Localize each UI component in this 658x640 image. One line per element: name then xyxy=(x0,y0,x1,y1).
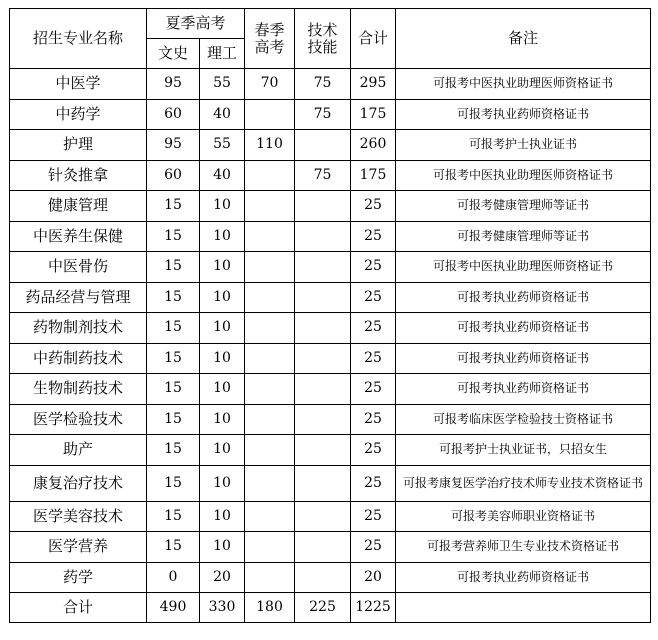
major-name: 医学美容技术 xyxy=(10,501,147,532)
skill-count xyxy=(295,191,351,222)
skill-count: 75 xyxy=(295,160,351,191)
major-name: 医学检验技术 xyxy=(10,404,147,435)
total-count: 25 xyxy=(351,404,396,435)
note: 可报考健康管理师等证书 xyxy=(396,191,651,222)
note: 可报考临床医学检验技士资格证书 xyxy=(396,404,651,435)
arts-count: 15 xyxy=(147,343,200,374)
arts-count: 15 xyxy=(147,532,200,563)
spring-count xyxy=(245,435,295,466)
science-count: 10 xyxy=(200,501,245,532)
note: 可报考营养师卫生专业技术资格证书 xyxy=(396,532,651,563)
header-spring-exam: 春季 高考 xyxy=(245,9,295,69)
spring-count: 70 xyxy=(245,69,295,100)
table-row xyxy=(10,69,651,100)
totals-row xyxy=(10,593,651,623)
major-name: 健康管理 xyxy=(10,191,147,222)
spring-count xyxy=(245,221,295,252)
skill-count xyxy=(295,282,351,313)
science-count: 10 xyxy=(200,532,245,563)
major-name: 针灸推拿 xyxy=(10,160,147,191)
skill-count xyxy=(295,343,351,374)
table-row xyxy=(10,465,651,501)
skill-count xyxy=(295,532,351,563)
arts-count: 95 xyxy=(147,69,200,100)
note: 可报考执业药师资格证书 xyxy=(396,343,651,374)
total-count: 25 xyxy=(351,343,396,374)
note: 可报考执业药师资格证书 xyxy=(396,282,651,313)
spring-count xyxy=(245,313,295,344)
total-count: 25 xyxy=(351,435,396,466)
skill-count xyxy=(295,313,351,344)
total-count: 25 xyxy=(351,221,396,252)
arts-count: 60 xyxy=(147,99,200,130)
arts-count: 15 xyxy=(147,501,200,532)
table-row xyxy=(10,343,651,374)
spring-count xyxy=(245,532,295,563)
total-count: 25 xyxy=(351,282,396,313)
arts-count: 15 xyxy=(147,313,200,344)
skill-count xyxy=(295,221,351,252)
skill-count xyxy=(295,501,351,532)
major-name: 中药制药技术 xyxy=(10,343,147,374)
major-name: 中医养生保健 xyxy=(10,221,147,252)
note: 可报考执业药师资格证书 xyxy=(396,562,651,593)
skill-count xyxy=(295,130,351,161)
enrollment-table-container xyxy=(9,8,651,623)
science-count: 40 xyxy=(200,160,245,191)
arts-count: 0 xyxy=(147,562,200,593)
science-count: 10 xyxy=(200,465,245,501)
skill-count xyxy=(295,435,351,466)
spring-count xyxy=(245,465,295,501)
spring-count xyxy=(245,374,295,405)
arts-count: 60 xyxy=(147,160,200,191)
science-count: 10 xyxy=(200,343,245,374)
note: 可报考护士执业证书，只招女生 xyxy=(396,435,651,466)
totals-total: 1225 xyxy=(351,593,396,623)
skill-count xyxy=(295,404,351,435)
total-count: 25 xyxy=(351,532,396,563)
total-count: 295 xyxy=(351,69,396,100)
total-count: 25 xyxy=(351,191,396,222)
note: 可报考执业药师资格证书 xyxy=(396,374,651,405)
header-major-name: 招生专业名称 xyxy=(10,9,147,69)
header-note: 备注 xyxy=(396,9,651,69)
spring-count xyxy=(245,343,295,374)
spring-count xyxy=(245,160,295,191)
arts-count: 15 xyxy=(147,404,200,435)
note: 可报考护士执业证书 xyxy=(396,130,651,161)
major-name: 康复治疗技术 xyxy=(10,465,147,501)
table-row xyxy=(10,435,651,466)
arts-count: 15 xyxy=(147,191,200,222)
header-skill: 技术 技能 xyxy=(295,9,351,69)
total-count: 175 xyxy=(351,99,396,130)
arts-count: 15 xyxy=(147,282,200,313)
total-count: 175 xyxy=(351,160,396,191)
spring-count xyxy=(245,99,295,130)
note: 可报考美容师职业资格证书 xyxy=(396,501,651,532)
header-summer-exam: 夏季高考 xyxy=(147,9,245,39)
major-name: 药学 xyxy=(10,562,147,593)
skill-count: 75 xyxy=(295,99,351,130)
skill-count: 75 xyxy=(295,69,351,100)
note: 可报考康复医学治疗技术师专业技术资格证书 xyxy=(396,465,651,501)
spring-count xyxy=(245,282,295,313)
science-count: 10 xyxy=(200,313,245,344)
header-total: 合计 xyxy=(351,9,396,69)
note: 可报考中医执业助理医师资格证书 xyxy=(396,69,651,100)
skill-count xyxy=(295,465,351,501)
note: 可报考执业药师资格证书 xyxy=(396,313,651,344)
total-count: 25 xyxy=(351,501,396,532)
totals-science: 330 xyxy=(200,593,245,623)
note: 可报考健康管理师等证书 xyxy=(396,221,651,252)
science-count: 40 xyxy=(200,99,245,130)
skill-count xyxy=(295,252,351,283)
spring-count xyxy=(245,501,295,532)
major-name: 中药学 xyxy=(10,99,147,130)
major-name: 医学营养 xyxy=(10,532,147,563)
major-name: 中医骨伤 xyxy=(10,252,147,283)
total-count: 260 xyxy=(351,130,396,161)
table-row xyxy=(10,221,651,252)
science-count: 10 xyxy=(200,435,245,466)
totals-arts: 490 xyxy=(147,593,200,623)
spring-count: 110 xyxy=(245,130,295,161)
table-row xyxy=(10,191,651,222)
skill-count xyxy=(295,374,351,405)
header-arts: 文史 xyxy=(147,39,200,69)
arts-count: 95 xyxy=(147,130,200,161)
arts-count: 15 xyxy=(147,465,200,501)
science-count: 55 xyxy=(200,130,245,161)
table-row xyxy=(10,313,651,344)
table-row xyxy=(10,130,651,161)
major-name: 药品经营与管理 xyxy=(10,282,147,313)
science-count: 10 xyxy=(200,191,245,222)
note: 可报考执业药师资格证书 xyxy=(396,99,651,130)
table-row xyxy=(10,501,651,532)
note: 可报考中医执业助理医师资格证书 xyxy=(396,160,651,191)
science-count: 10 xyxy=(200,404,245,435)
total-count: 25 xyxy=(351,374,396,405)
table-row xyxy=(10,404,651,435)
major-name: 中医学 xyxy=(10,69,147,100)
spring-count xyxy=(245,404,295,435)
major-name: 生物制药技术 xyxy=(10,374,147,405)
table-row xyxy=(10,282,651,313)
skill-count xyxy=(295,562,351,593)
spring-count xyxy=(245,562,295,593)
total-count: 25 xyxy=(351,465,396,501)
totals-note xyxy=(396,593,651,623)
table-row xyxy=(10,252,651,283)
arts-count: 15 xyxy=(147,252,200,283)
total-count: 25 xyxy=(351,313,396,344)
table-row xyxy=(10,160,651,191)
major-name: 助产 xyxy=(10,435,147,466)
arts-count: 15 xyxy=(147,435,200,466)
science-count: 20 xyxy=(200,562,245,593)
note: 可报考中医执业助理医师资格证书 xyxy=(396,252,651,283)
science-count: 10 xyxy=(200,221,245,252)
total-count: 25 xyxy=(351,252,396,283)
science-count: 10 xyxy=(200,282,245,313)
arts-count: 15 xyxy=(147,221,200,252)
science-count: 10 xyxy=(200,252,245,283)
total-count: 20 xyxy=(351,562,396,593)
major-name: 护理 xyxy=(10,130,147,161)
enrollment-table xyxy=(9,8,651,623)
science-count: 10 xyxy=(200,374,245,405)
totals-skill: 225 xyxy=(295,593,351,623)
major-name: 药物制剂技术 xyxy=(10,313,147,344)
table-row xyxy=(10,562,651,593)
arts-count: 15 xyxy=(147,374,200,405)
spring-count xyxy=(245,252,295,283)
spring-count xyxy=(245,191,295,222)
totals-label: 合计 xyxy=(10,593,147,623)
totals-spring: 180 xyxy=(245,593,295,623)
science-count: 55 xyxy=(200,69,245,100)
header-science: 理工 xyxy=(200,39,245,69)
table-row xyxy=(10,532,651,563)
table-row xyxy=(10,374,651,405)
table-row xyxy=(10,99,651,130)
